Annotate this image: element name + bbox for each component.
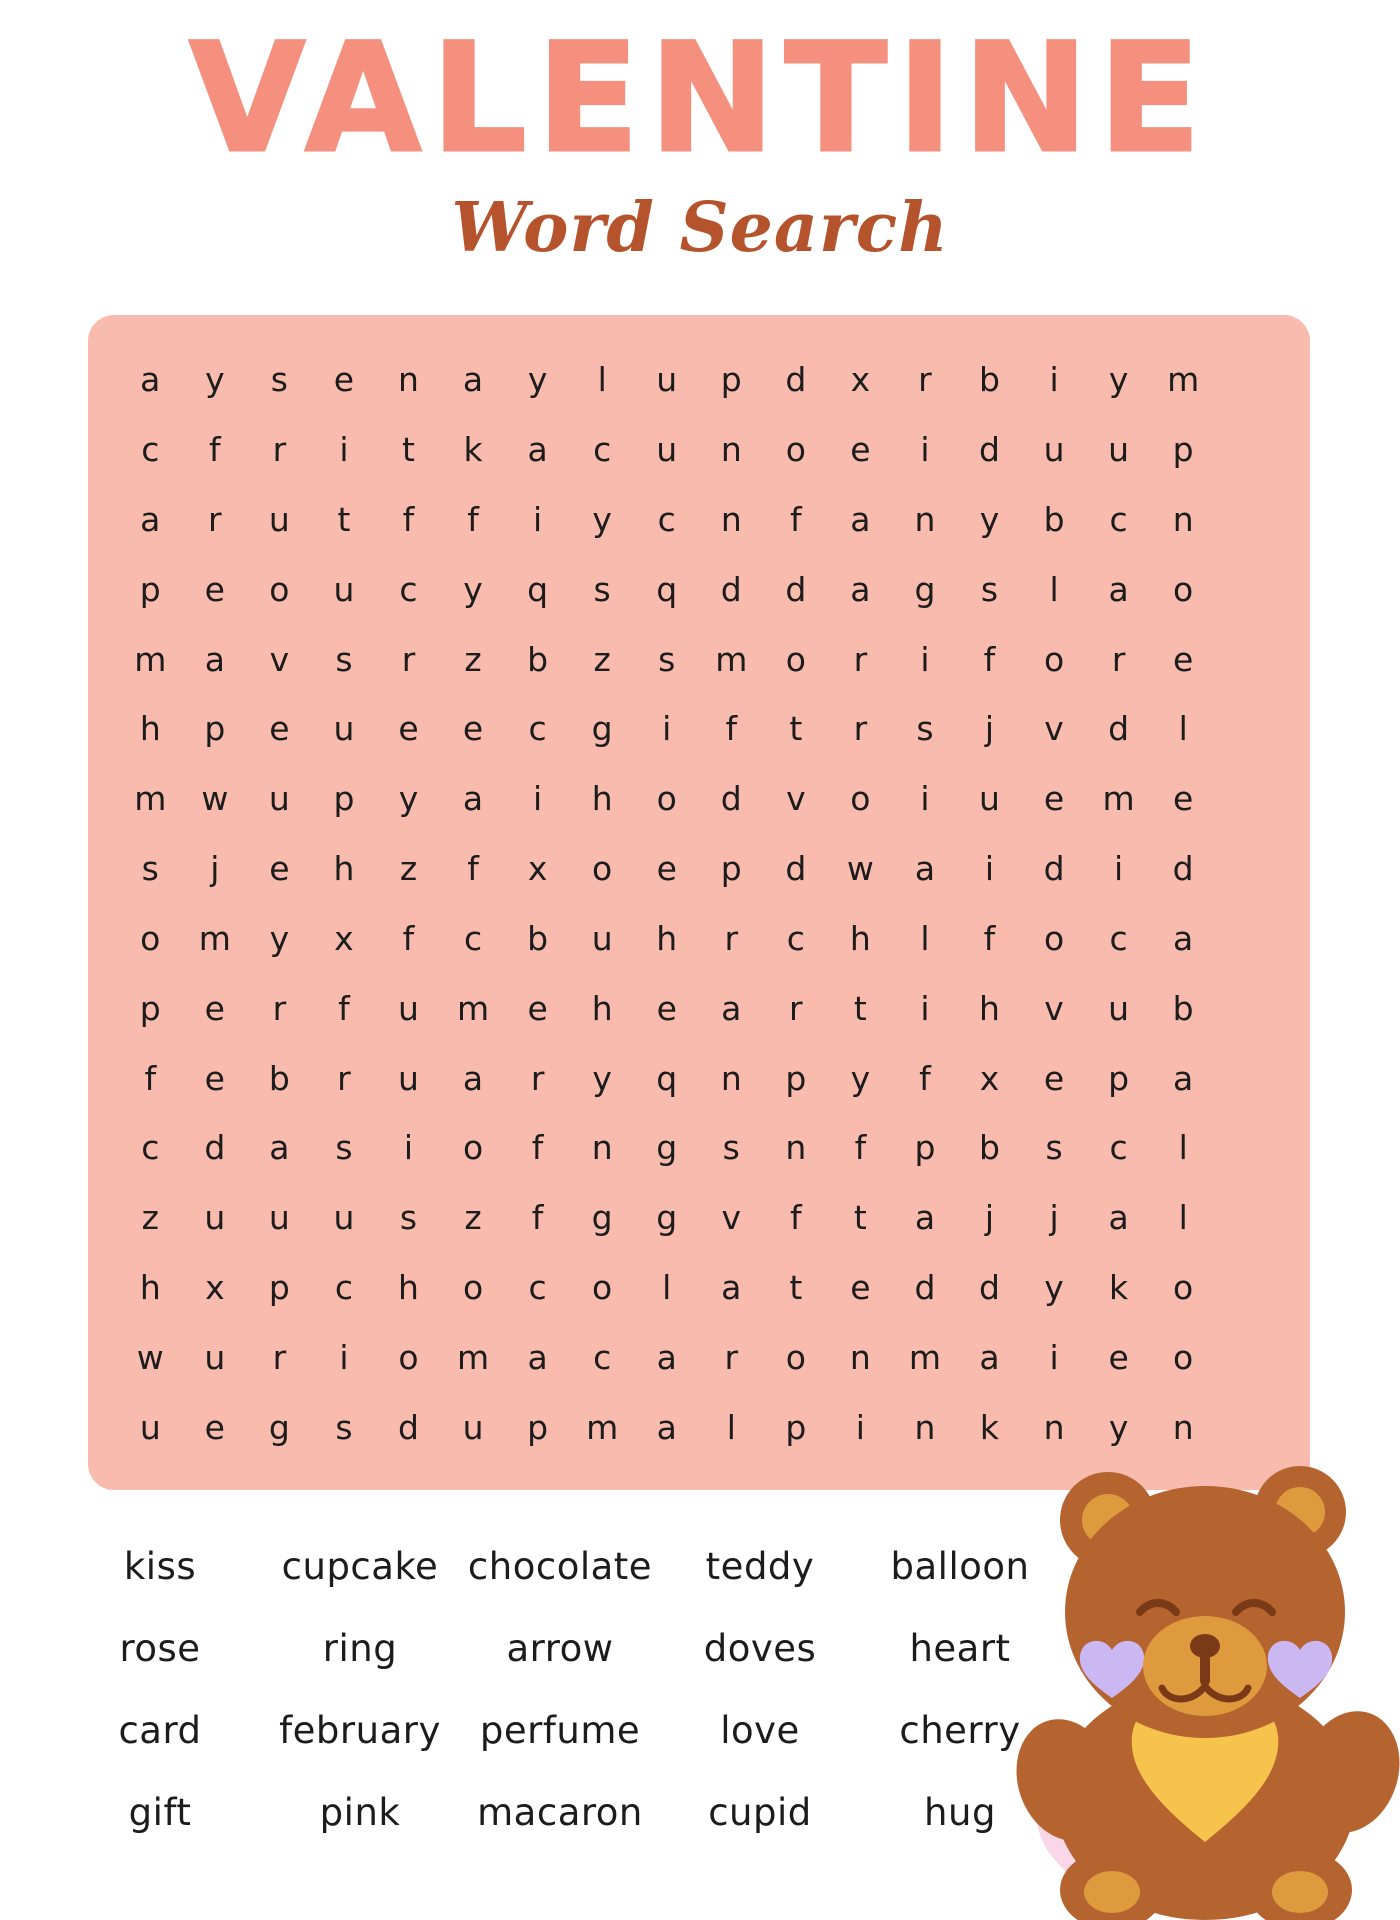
- grid-letter: y: [205, 360, 225, 400]
- grid-letter: e: [1108, 1337, 1129, 1377]
- grid-letter: z: [593, 639, 611, 679]
- grid-letter: d: [1043, 849, 1065, 889]
- grid-letter: n: [720, 500, 742, 540]
- grid-letter: f: [209, 430, 221, 470]
- grid-letter: y: [1108, 1407, 1129, 1447]
- grid-letter: s: [335, 1407, 353, 1447]
- grid-letter: y: [398, 779, 419, 819]
- grid-letter: m: [1102, 779, 1135, 819]
- grid-letter: c: [528, 1267, 547, 1307]
- grid-letter: c: [141, 1128, 160, 1168]
- grid-letter: m: [1167, 360, 1200, 400]
- grid-letter: u: [204, 1337, 226, 1377]
- grid-letter: n: [914, 500, 936, 540]
- grid-letter: s: [335, 1128, 353, 1168]
- grid-letter: e: [656, 988, 677, 1028]
- grid-letter: w: [846, 849, 874, 889]
- grid-letter: e: [333, 360, 355, 400]
- grid-letter: r: [853, 709, 868, 749]
- grid-letter: a: [269, 1128, 290, 1168]
- grid-letter: y: [592, 500, 612, 540]
- word-list-item: arrow: [506, 1626, 614, 1670]
- grid-letter: o: [592, 849, 613, 889]
- grid-letter: p: [720, 849, 742, 889]
- grid-letter: o: [656, 779, 677, 819]
- grid-letter: h: [849, 918, 871, 958]
- grid-letter: e: [850, 430, 871, 470]
- page-title: VALENTINE: [189, 12, 1211, 186]
- grid-letter: z: [464, 639, 482, 679]
- grid-letter: p: [333, 779, 355, 819]
- grid-letter: r: [337, 1058, 351, 1098]
- word-list-item: teddy: [705, 1544, 815, 1588]
- grid-letter: u: [656, 430, 678, 470]
- grid-letter: o: [1173, 1267, 1194, 1307]
- grid-letter: s: [658, 639, 676, 679]
- grid-letter: y: [592, 1058, 612, 1098]
- grid-letter: u: [462, 1407, 484, 1447]
- grid-letter: l: [597, 360, 607, 400]
- grid-letter: u: [333, 1198, 355, 1238]
- grid-letter: d: [398, 1407, 419, 1447]
- grid-letter: s: [722, 1128, 740, 1168]
- grid-letter: c: [786, 918, 805, 958]
- grid-letter: k: [1109, 1267, 1129, 1307]
- grid-letter: l: [726, 1407, 736, 1447]
- grid-letter: n: [591, 1128, 613, 1168]
- grid-letter: o: [269, 569, 290, 609]
- grid-letter: h: [139, 1267, 161, 1307]
- grid-letter: r: [724, 1337, 739, 1377]
- grid-letter: i: [920, 639, 930, 679]
- grid-letter: a: [914, 1198, 936, 1238]
- grid-letter: m: [908, 1337, 942, 1377]
- grid-letter: x: [527, 849, 548, 889]
- grid-letter: v: [721, 1198, 742, 1238]
- grid-letter: e: [1173, 779, 1194, 819]
- grid-letter: r: [530, 1058, 545, 1098]
- grid-letter: i: [533, 500, 543, 540]
- word-list-item: cherry: [899, 1708, 1021, 1752]
- grid-letter: b: [527, 639, 549, 679]
- grid-letter: m: [456, 988, 490, 1028]
- grid-letter: f: [467, 500, 479, 540]
- grid-letter: f: [338, 988, 350, 1028]
- grid-letter: l: [662, 1267, 672, 1307]
- grid-letter: e: [204, 988, 225, 1028]
- grid-letter: l: [920, 918, 930, 958]
- page-subtitle: Word Search: [451, 188, 949, 268]
- grid-letter: s: [399, 1198, 418, 1238]
- grid-letter: l: [1178, 709, 1188, 749]
- grid-letter: h: [398, 1267, 419, 1307]
- grid-letter: o: [1043, 918, 1065, 958]
- grid-letter: u: [1108, 430, 1130, 470]
- grid-letter: m: [134, 779, 167, 819]
- grid-letter: j: [210, 849, 220, 889]
- grid-letter: o: [140, 918, 161, 958]
- grid-letter: e: [204, 1058, 225, 1098]
- word-list-item: rose: [119, 1626, 201, 1670]
- grid-letter: g: [656, 1128, 678, 1168]
- word-list-item: pink: [319, 1790, 401, 1834]
- grid-letter: a: [850, 500, 871, 540]
- grid-letter: w: [201, 779, 229, 819]
- grid-letter: a: [1173, 1058, 1194, 1098]
- grid-letter: a: [1173, 918, 1194, 958]
- grid-letter: f: [402, 500, 415, 540]
- grid-letter: f: [854, 1128, 867, 1168]
- grid-letter: a: [204, 639, 225, 679]
- grid-letter: k: [979, 1407, 1000, 1447]
- grid-letter: o: [1173, 569, 1194, 609]
- word-list-item: ring: [322, 1626, 398, 1670]
- grid-letter: o: [785, 1337, 806, 1377]
- grid-letter: o: [592, 1267, 613, 1307]
- grid-letter: u: [1108, 988, 1130, 1028]
- grid-letter: u: [204, 1198, 226, 1238]
- letter-grid: [88, 315, 1310, 1490]
- grid-letter: x: [850, 360, 871, 400]
- grid-letter: a: [721, 988, 742, 1028]
- grid-letter: g: [656, 1198, 678, 1238]
- grid-letter: r: [208, 500, 222, 540]
- grid-letter: f: [531, 1198, 544, 1238]
- grid-letter: o: [850, 779, 871, 819]
- grid-letter: l: [1049, 569, 1059, 609]
- grid-letter: c: [1109, 1128, 1128, 1168]
- grid-letter: y: [979, 500, 1000, 540]
- grid-letter: t: [789, 1267, 803, 1307]
- grid-letter: n: [1043, 1407, 1065, 1447]
- grid-letter: t: [853, 1198, 867, 1238]
- grid-letter: e: [269, 849, 290, 889]
- grid-letter: y: [850, 1058, 871, 1098]
- grid-letter: i: [920, 430, 930, 470]
- grid-letter: u: [979, 779, 1000, 819]
- grid-letter: d: [720, 779, 742, 819]
- grid-letter: l: [1178, 1128, 1188, 1168]
- grid-letter: p: [139, 988, 161, 1028]
- grid-letter: n: [398, 360, 419, 400]
- grid-letter: a: [850, 569, 871, 609]
- grid-letter: u: [656, 360, 678, 400]
- word-list-item: balloon: [890, 1544, 1030, 1588]
- grid-letter: t: [402, 430, 415, 470]
- grid-letter: e: [269, 709, 290, 749]
- grid-letter: c: [141, 430, 160, 470]
- grid-letter: q: [527, 569, 549, 609]
- grid-letter: f: [402, 918, 415, 958]
- grid-letter: i: [920, 779, 930, 819]
- grid-letter: o: [462, 1267, 484, 1307]
- grid-letter: i: [403, 1128, 414, 1168]
- grid-letter: e: [204, 569, 225, 609]
- grid-letter: c: [593, 1337, 612, 1377]
- grid-letter: o: [785, 639, 806, 679]
- grid-letter: p: [139, 569, 161, 609]
- grid-letter: f: [790, 500, 802, 540]
- grid-letter: f: [983, 918, 996, 958]
- grid-letter: c: [1109, 500, 1128, 540]
- grid-letter: u: [333, 569, 355, 609]
- word-list-item: macaron: [477, 1790, 643, 1834]
- grid-letter: d: [204, 1128, 226, 1168]
- grid-letter: s: [335, 639, 353, 679]
- grid-letter: a: [527, 1337, 548, 1377]
- grid-letter: b: [268, 1058, 290, 1098]
- grid-letter: e: [1043, 1058, 1065, 1098]
- grid-letter: c: [528, 709, 547, 749]
- grid-letter: s: [980, 569, 999, 609]
- grid-letter: a: [721, 1267, 742, 1307]
- grid-letter: r: [789, 988, 803, 1028]
- grid-letter: d: [785, 849, 807, 889]
- grid-letter: p: [785, 1407, 807, 1447]
- grid-letter: y: [463, 569, 483, 609]
- grid-letter: b: [1043, 500, 1065, 540]
- grid-letter: h: [656, 918, 678, 958]
- teddy-bear-icon: [1000, 1460, 1400, 1920]
- grid-letter: n: [914, 1407, 936, 1447]
- grid-letter: r: [272, 1337, 287, 1377]
- grid-letter: u: [398, 1058, 419, 1098]
- grid-letter: z: [141, 1198, 159, 1238]
- grid-letter: j: [984, 709, 995, 749]
- grid-letter: m: [456, 1337, 490, 1377]
- grid-letter: p: [204, 709, 226, 749]
- grid-letter: e: [527, 988, 548, 1028]
- grid-letter: b: [979, 360, 1000, 400]
- grid-letter: q: [656, 569, 678, 609]
- grid-letter: n: [849, 1337, 871, 1377]
- grid-letter: u: [398, 988, 419, 1028]
- grid-letter: r: [272, 988, 287, 1028]
- grid-letter: d: [785, 360, 807, 400]
- grid-letter: m: [198, 918, 231, 958]
- grid-letter: g: [591, 709, 613, 749]
- grid-letter: s: [916, 709, 934, 749]
- grid-letter: g: [914, 569, 936, 609]
- grid-letter: a: [914, 849, 936, 889]
- grid-letter: n: [1172, 500, 1194, 540]
- grid-letter: a: [462, 360, 484, 400]
- grid-letter: b: [1172, 988, 1194, 1028]
- grid-letter: d: [979, 1267, 1000, 1307]
- grid-letter: k: [463, 430, 483, 470]
- grid-letter: b: [527, 918, 549, 958]
- grid-letter: h: [979, 988, 1000, 1028]
- grid-letter: u: [268, 779, 290, 819]
- grid-letter: p: [1108, 1058, 1130, 1098]
- grid-letter: h: [333, 849, 355, 889]
- grid-letter: d: [785, 569, 807, 609]
- grid-letter: s: [593, 569, 611, 609]
- grid-letter: n: [1172, 1407, 1194, 1447]
- grid-letter: r: [853, 639, 868, 679]
- word-list-item: kiss: [123, 1544, 197, 1588]
- grid-letter: z: [399, 849, 418, 889]
- grid-letter: r: [401, 639, 416, 679]
- grid-letter: r: [724, 918, 739, 958]
- grid-letter: f: [144, 1058, 157, 1098]
- word-list-item: love: [720, 1708, 800, 1752]
- grid-letter: e: [204, 1407, 225, 1447]
- grid-letter: t: [337, 500, 351, 540]
- grid-letter: q: [656, 1058, 678, 1098]
- grid-letter: u: [1043, 430, 1065, 470]
- grid-letter: h: [591, 779, 613, 819]
- grid-letter: i: [339, 1337, 349, 1377]
- grid-letter: o: [1043, 639, 1065, 679]
- grid-letter: o: [1173, 1337, 1194, 1377]
- grid-letter: f: [725, 709, 738, 749]
- grid-letter: a: [527, 430, 548, 470]
- grid-letter: s: [141, 849, 159, 889]
- grid-letter: f: [531, 1128, 544, 1168]
- grid-letter: h: [139, 709, 161, 749]
- grid-letter: o: [462, 1128, 484, 1168]
- grid-letter: x: [205, 1267, 225, 1307]
- grid-letter: e: [656, 849, 677, 889]
- grid-letter: f: [919, 1058, 931, 1098]
- grid-letter: n: [785, 1128, 807, 1168]
- grid-letter: r: [1111, 639, 1126, 679]
- grid-letter: e: [398, 709, 419, 749]
- grid-letter: i: [1114, 849, 1124, 889]
- grid-letter: c: [657, 500, 676, 540]
- grid-letter: u: [591, 918, 613, 958]
- grid-letter: v: [269, 639, 290, 679]
- grid-letter: p: [527, 1407, 549, 1447]
- grid-letter: z: [464, 1198, 482, 1238]
- grid-letter: i: [920, 988, 930, 1028]
- grid-letter: w: [136, 1337, 164, 1377]
- grid-letter: h: [591, 988, 613, 1028]
- grid-letter: y: [527, 360, 548, 400]
- grid-letter: l: [1178, 1198, 1188, 1238]
- word-list-item: cupid: [708, 1790, 812, 1834]
- grid-letter: p: [914, 1128, 936, 1168]
- grid-letter: c: [463, 918, 483, 958]
- grid-letter: n: [720, 430, 742, 470]
- word-list-item: february: [279, 1708, 441, 1752]
- grid-letter: a: [1108, 1198, 1129, 1238]
- word-list-item: gift: [128, 1790, 192, 1834]
- grid-letter: x: [334, 918, 354, 958]
- grid-letter: a: [140, 360, 161, 400]
- grid-letter: a: [140, 500, 161, 540]
- grid-letter: p: [785, 1058, 807, 1098]
- grid-letter: p: [720, 360, 742, 400]
- grid-letter: o: [785, 430, 806, 470]
- grid-letter: f: [790, 1198, 802, 1238]
- grid-letter: e: [850, 1267, 871, 1307]
- grid-letter: c: [334, 1267, 354, 1307]
- word-list-item: doves: [703, 1626, 817, 1670]
- grid-letter: g: [268, 1407, 290, 1447]
- grid-letter: j: [1049, 1198, 1059, 1238]
- grid-letter: t: [853, 988, 867, 1028]
- grid-letter: a: [656, 1407, 677, 1447]
- grid-letter: a: [656, 1337, 677, 1377]
- grid-letter: i: [984, 849, 995, 889]
- grid-letter: d: [914, 1267, 936, 1307]
- grid-letter: j: [984, 1198, 995, 1238]
- grid-letter: v: [1044, 988, 1064, 1028]
- grid-letter: v: [1044, 709, 1064, 749]
- grid-letter: c: [399, 569, 418, 609]
- grid-letter: o: [398, 1337, 419, 1377]
- grid-letter: y: [1044, 1267, 1064, 1307]
- grid-letter: f: [983, 639, 996, 679]
- grid-letter: i: [533, 779, 543, 819]
- grid-letter: s: [1045, 1128, 1063, 1168]
- grid-letter: x: [979, 1058, 1000, 1098]
- word-list-item: hug: [924, 1790, 996, 1834]
- grid-letter: f: [467, 849, 479, 889]
- grid-letter: d: [720, 569, 742, 609]
- grid-letter: p: [268, 1267, 290, 1307]
- grid-letter: u: [268, 1198, 290, 1238]
- grid-letter: y: [269, 918, 290, 958]
- word-list-item: cupcake: [281, 1544, 439, 1588]
- word-list-item: card: [118, 1708, 202, 1752]
- word-search-panel: [88, 315, 1310, 1490]
- grid-letter: v: [786, 779, 806, 819]
- grid-letter: c: [1109, 918, 1128, 958]
- grid-letter: e: [1043, 779, 1065, 819]
- grid-letter: u: [333, 709, 355, 749]
- grid-letter: a: [462, 779, 484, 819]
- grid-letter: i: [1049, 1337, 1059, 1377]
- grid-letter: t: [789, 709, 803, 749]
- grid-letter: p: [1172, 430, 1194, 470]
- grid-letter: u: [268, 500, 290, 540]
- grid-letter: s: [270, 360, 288, 400]
- word-list-item: perfume: [479, 1708, 641, 1752]
- grid-letter: b: [979, 1128, 1000, 1168]
- grid-letter: r: [918, 360, 932, 400]
- grid-letter: a: [1108, 569, 1129, 609]
- grid-letter: r: [272, 430, 287, 470]
- grid-letter: i: [662, 709, 672, 749]
- grid-letter: d: [979, 430, 1000, 470]
- grid-letter: i: [1049, 360, 1059, 400]
- word-list-item: chocolate: [467, 1544, 653, 1588]
- word-list: [60, 1525, 1060, 1853]
- grid-letter: g: [591, 1198, 613, 1238]
- word-list-item: heart: [909, 1626, 1011, 1670]
- grid-letter: e: [462, 709, 484, 749]
- grid-letter: a: [979, 1337, 1000, 1377]
- grid-letter: n: [720, 1058, 742, 1098]
- grid-letter: a: [462, 1058, 484, 1098]
- grid-letter: y: [1108, 360, 1129, 400]
- grid-letter: d: [1172, 849, 1194, 889]
- grid-letter: m: [134, 639, 167, 679]
- grid-letter: d: [1108, 709, 1130, 749]
- grid-letter: u: [139, 1407, 161, 1447]
- grid-letter: i: [855, 1407, 865, 1447]
- grid-letter: m: [715, 639, 748, 679]
- grid-letter: e: [1173, 639, 1194, 679]
- grid-letter: m: [586, 1407, 619, 1447]
- grid-letter: c: [593, 430, 612, 470]
- grid-letter: i: [339, 430, 349, 470]
